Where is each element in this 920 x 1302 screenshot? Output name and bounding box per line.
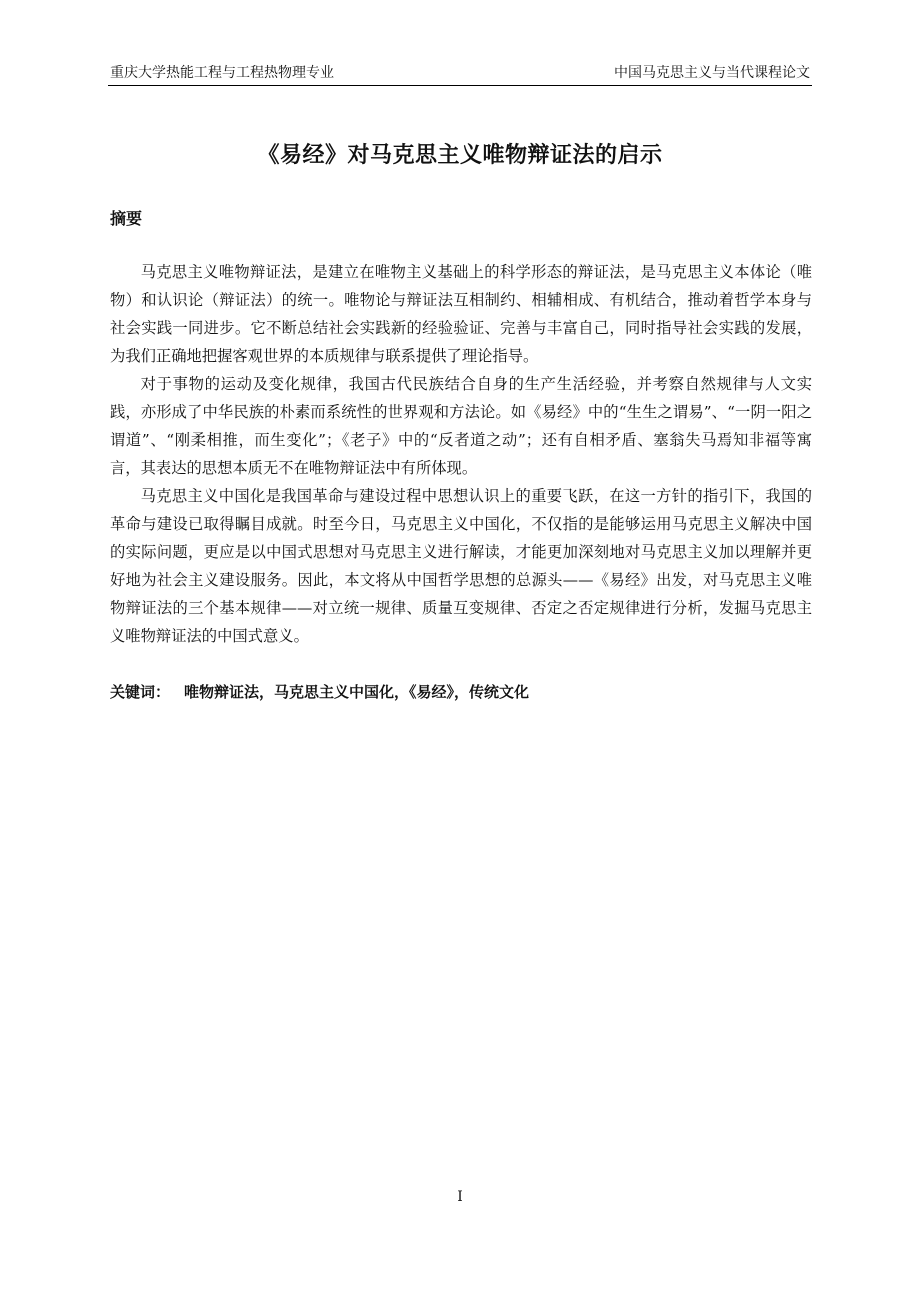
page-header [108,63,812,86]
header-left-text: 重庆大学热能工程与工程热物理专业 [110,65,334,81]
abstract-heading: 摘要 [110,209,143,228]
abstract-body [110,258,812,650]
abstract-paragraph-1: 马克思主义唯物辩证法，是建立在唯物主义基础上的科学形态的辩证法，是马克思主义本体论（唯物）和认识论（辩证法）的统一。唯物论与辩证法互相制约、相辅相成、有机结合，推动着哲学本身与社会实践一同进步。它不断总结社会实践新的经验验证、完善与丰富自己，同时指导社会实践的发展，为我们正确地把握客观世界的本质规律与联系提供了理论指导。 [110,263,812,365]
abstract-paragraph-3: 马克思主义中国化是我国革命与建设过程中思想认识上的重要飞跃，在这一方针的指引下，我国的革命与建设已取得瞩目成就。时至今日，马克思主义中国化，不仅指的是能够运用马克思主义解决中国的实际问题，更应是以中国式思想对马克思主义进行解读，才能更加深刻地对马克思主义加以理解并更好地为社会主义建设服务。因此，本文将从中国哲学思想的总源头——《易经》出发，对马克思主义唯物辩证法的三个基本规律——对立统一规律、质量互变规律、否定之否定规律进行分析，发掘马克思主义唯物辩证法的中国式意义。 [110,487,812,645]
header-right-text: 中国马克思主义与当代课程论文 [614,65,810,81]
abstract-paragraph-2: 对于事物的运动及变化规律，我国古代民族结合自身的生产生活经验，并考察自然规律与人文实践，亦形成了中华民族的朴素而系统性的世界观和方法论。如《易经》中的“生生之谓易”、“一阴一阳之谓道”、“刚柔相推，而生变化”；《老子》中的“反者道之动”；还有自相矛盾、塞翁失马焉知非福等寓言，其表达的思想本质无不在唯物辩证法中有所体现。 [110,375,812,477]
document-title: 《易经》对马克思主义唯物辩证法的启示 [257,143,663,168]
keywords-values: 唯物辩证法，马克思主义中国化，《易经》，传统文化 [184,683,530,701]
page-number: I [457,1189,463,1205]
keywords-line [110,680,529,704]
keywords-label: 关键词： [110,683,171,701]
